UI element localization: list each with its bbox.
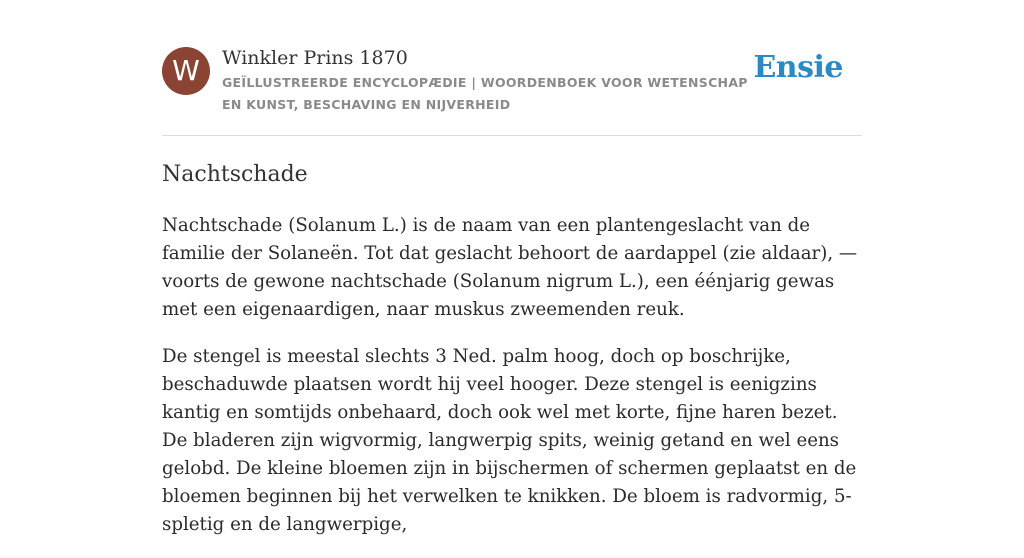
- article-paragraph: De stengel is meestal slechts 3 Ned. palm hoog, doch op boschrijke, beschaduwde plaatsen wordt hij veel hooger. Deze stengel is eenigzins kantig en somtijds onbehaard, doch ook wel met korte, fijne haren bezet. De bladeren zijn wigvormig, langwerpig spits, weinig getand en wel eens gelobd. De kleine bloemen zijn in bijschermen of schermen geplaatst en de bloemen beginnen bij het verwelken te knikken. De bloem is radvormig, 5-spletig en de langwerpige,: [162, 346, 857, 535]
- source-avatar[interactable]: W: [162, 47, 210, 95]
- source-info: [222, 44, 752, 116]
- article-title: Nachtschade: [162, 162, 308, 187]
- page-container: [162, 0, 862, 535]
- source-title[interactable]: Winkler Prins 1870: [222, 47, 408, 69]
- source-subtitle: GEÏLLUSTREERDE ENCYCLOPÆDIE | WOORDENBOEK VOOR WETENSCHAP EN KUNST, BESCHAVING EN NIJVERHEID: [222, 75, 748, 112]
- source-header: [162, 0, 862, 136]
- article-paragraph: Nachtschade (Solanum L.) is de naam van een plantengeslacht van de familie der Solaneën. Tot dat geslacht behoort de aardappel (zie aldaar), — voorts de gewone nachtschade (Solanum nigrum L.), een éénjarig gewas met een eigenaardigen, naar muskus zweemenden reuk.: [162, 215, 858, 320]
- ensie-logo[interactable]: Ensie: [753, 50, 843, 85]
- article-body: [162, 212, 862, 558]
